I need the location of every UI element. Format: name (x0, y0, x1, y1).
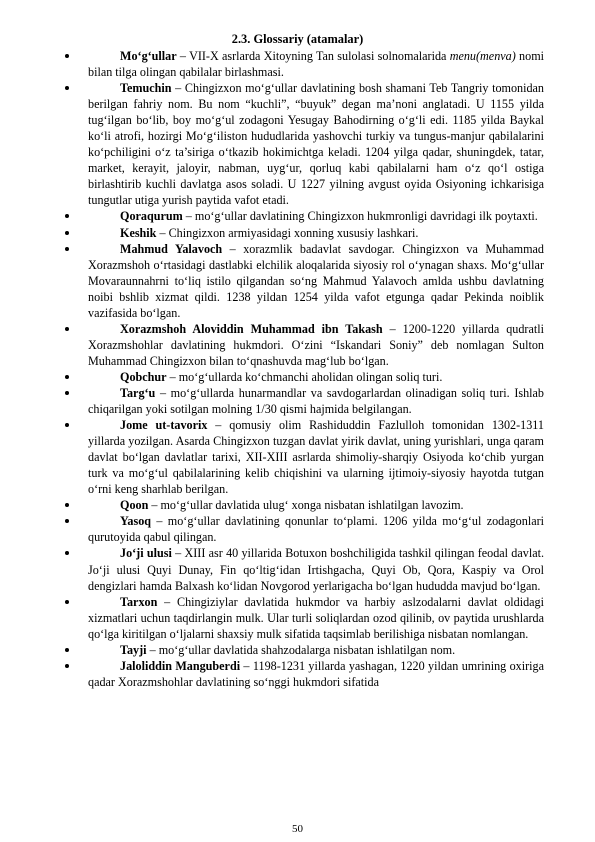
entry-definition: XIII asr 40 yillarida Botuxon boshchiligida tashkil qilingan feodal davlat. Jo‘ji ulusi Quyi Dunay, Fin qo‘ltig‘idan Irtishgacha, Quyi Ob, Qora, Kaspiy va Orol dengizlari hamda Balxash ko‘lidan Novgorod yerlarigacha bo‘lgan hududda mavjud bo‘lgan. (88, 546, 545, 593)
glossary-entry: Qoraqurum – mo‘g‘ullar davlatining Chingizxon hukmronligi davridagi ilk poytaxti. (88, 208, 544, 224)
glossary-list (88, 48, 544, 690)
entry-definition: mo‘g‘ullar davlatining Chingizxon hukmronligi davridagi ilk poytaxti. (194, 209, 538, 224)
entry-term: Jaloliddin Manguberdi (120, 658, 241, 673)
glossary-entry: Xorazmshoh Aloviddin Muhammad ibn Takash – 1200-1220 yillarda qudratli Xorazmshohlar davlatining hukmdori. O‘zini “Iskandari Soniy” deb nomlagan Sulton Muhammad Chingizxon bilan to‘qnashuvda mag‘lub bo‘lgan. (88, 321, 544, 368)
glossary-entry: Jo‘ji ulusi – XIII asr 40 yillarida Botuxon boshchiligida tashkil qilingan feodal davlat. Jo‘ji ulusi Quyi Dunay, Fin qo‘ltig‘idan Irtishgacha, Quyi Ob, Qora, Kaspiy va Orol dengizlari hamda Balxash ko‘lidan Novgorod yerlarigacha bo‘lgan hududda mavjud bo‘lgan. (88, 546, 545, 593)
entry-term: Xorazmshoh Aloviddin Muhammad ibn Takash (120, 321, 383, 336)
glossary-entry: Qobchur – mo‘g‘ullarda ko‘chmanchi aholidan olingan soliq turi. (88, 369, 544, 385)
entry-definition: mo‘g‘ullar davlatida ulug‘ xonga nisbatan ishlatilgan lavozim. (160, 498, 464, 513)
entry-term: Qoraqurum (120, 209, 183, 224)
entry-definition: Chingizxon armiyasidagi xonning xususiy lashkari. (168, 225, 419, 240)
entry-italic: menu(menva) (449, 49, 516, 63)
entry-definition: mo‘g‘ullar davlatida shahzodalarga nisbatan ishlatilgan nom. (158, 642, 456, 657)
entry-term: Temuchin (120, 81, 172, 96)
entry-term: Mahmud Yalavoch (120, 241, 223, 256)
entry-definition: xorazmlik badavlat savdogar. Chingizxon va Muhammad Xorazmshoh o‘rtasidagi dastlabki elchilik aloqalarida siyosiy rol o‘ynagan shaxs. Mo‘g‘ullar Movaraunnahrni to‘liq istilo qilgandan so‘ng Mahmud Yalavoch amlda ushbu davlatning noibi bshlib xizmat qildi. 1238 yildan 1254 yilda vafot etgunga qadar Pekinda noiblik vazifasida bo‘lgan. (88, 241, 544, 320)
glossary-entry: Keshik – Chingizxon armiyasidagi xonning xususiy lashkari. (88, 225, 544, 241)
glossary-entry: Jome ut-tavorix – qomusiy olim Rashiduddin Fazlulloh tomonidan 1302-1311 yillarda yozilgan. Asarda Chingizxon tuzgan davlat yirik davlat, uning yurishlari, unga qaram davlat bo‘lgan davlatlar tarixi, XII-XIII asrlarda shimoliy-sharqiy Osiyoda ko‘chib yurgan turk va mo‘g‘ul qabilalarining kelib chiqishini va ularning ijtimoiy-siyosiy hayotda tutgan o‘rni keng sharhlab berilgan. (88, 418, 544, 497)
entry-definition: mo‘g‘ullarda hunarmandlar va savdogarlardan olinadigan soliq turi. Ishlab chiqarilgan yoki sotilgan molning 1/30 qismi hajmida belgilangan. (88, 385, 544, 417)
entry-term: Jome ut-tavorix (120, 418, 208, 433)
entry-term: Tayji (120, 642, 147, 657)
glossary-entry: Tarxon – Chingiziylar davlatida hukmdor va harbiy aslzodalarni davlat oldidagi xizmatlari uchun taqdirlangin mulk. Ular turli soliqlardan ozod qilinib, ov paytida urushlarda qo‘lga kiritilgan o‘ljalarni shaxsiy mulk sifatida taqsimlab berilishiga nisbatan nomlangan. (88, 594, 544, 641)
section-title: 2.3. Glossariy (atamalar) (231, 32, 364, 46)
entry-term: Jo‘ji ulusi (120, 546, 172, 561)
entry-term: Mo‘g‘ullar (120, 49, 177, 63)
glossary-entry: Mahmud Yalavoch – xorazmlik badavlat savdogar. Chingizxon va Muhammad Xorazmshoh o‘rtasidagi dastlabki elchilik aloqalarida siyosiy rol o‘ynagan shaxs. Mo‘g‘ullar Movaraunnahrni to‘liq istilo qilgandan so‘ng Mahmud Yalavoch amlda ushbu davlatning noibi bshlib xizmat qildi. 1238 yildan 1254 yilda vafot etgunga qadar Pekinda noiblik vazifasida bo‘lgan. (88, 241, 544, 320)
glossary-entry: Targ‘u – mo‘g‘ullarda hunarmandlar va savdogarlardan olinadigan soliq turi. Ishlab chiqarilgan yoki sotilgan molning 1/30 qismi hajmida belgilangan. (88, 385, 544, 417)
entry-definition: mo‘g‘ullar davlatining qonunlar to‘plami. 1206 yilda mo‘g‘ul zodagonlari qurutoyida qabul qilingan. (88, 514, 544, 545)
entry-definition-cont: nomi bilan tilga olingan qabilalar birlashmasi. (88, 49, 545, 80)
entry-term: Qobchur (120, 369, 167, 384)
entry-definition: Chingiziylar davlatida hukmdor va harbiy aslzodalarni davlat oldidagi xizmatlari uchun taqdirlangin mulk. Ular turli soliqlardan ozod qilinib, ov paytida urushlarda qo‘lga kiritilgan o‘ljalarni shaxsiy mulk sifatida taqsimlab berilishiga nisbatan nomlangan. (88, 594, 544, 641)
entry-term: Qoon (120, 498, 149, 513)
entry-definition: mo‘g‘ullarda ko‘chmanchi aholidan olingan soliq turi. (178, 369, 443, 384)
entry-term: Yasoq (120, 514, 152, 529)
entry-definition: 1198-1231 yillarda yashagan, 1220 yildan umrining oxiriga qadar Xorazmshohlar davlatining so‘nggi hukmdori sifatida (88, 658, 544, 689)
glossary-entry: Mo‘g‘ullar – VII-X asrlarda Xitoyning Tan sulolasi solnomalarida menu(menva) nomi bilan tilga olingan qabilalar birlashmasi. (88, 49, 545, 80)
entry-term: Keshik (120, 225, 157, 240)
glossary-entry: Qoon – mo‘g‘ullar davlatida ulug‘ xonga nisbatan ishlatilgan lavozim. (88, 497, 544, 513)
entry-definition: qomusiy olim Rashiduddin Fazlulloh tomonidan 1302-1311 yillarda yozilgan. Asarda Chingizxon tuzgan davlat yirik davlat, uning yurishlari, unga qaram davlat bo‘lgan davlatlar tarixi, XII-XIII asrlarda shimoliy-sharqiy Osiyoda ko‘chib yurgan turk va mo‘g‘ul qabilalarining kelib chiqishini va ularning ijtimoiy-siyosiy hayotda tutgan o‘rni keng sharhlab berilgan. (88, 418, 544, 497)
glossary-entry: Temuchin – Chingizxon mo‘g‘ullar davlatining bosh shamani Teb Tangriy tomonidan berilgan fahriy nom. Bu nom “kuchli”, “buyuk” degan ma’noni anglatadi. U 1155 yilda tug‘ilgan bo‘lib, boy mo‘g‘ul zodagoni Yesugay Bahodirning o‘g‘li edi. 1185 yilda Baykal ko‘li atrofi, hozirgi Mo‘g‘iliston hududlarida yashovchi turkiy va tungus-manjur qabilalarini ko‘pchiligini o‘z ta’siriga o‘tkazib hokimichtga keladi. 1204 yilga qadar, shuningdek, tatar, market, kerayit, jaloyir, nabman, uyg‘ur, qorluq kabi qabilalarni ham o‘z qo‘l ostiga birlashtirib kuchli davlatga asos soladi. U 1227 yilning avgust oyida Osiyoning ichkarisiga tungutlar utiga yurish paytida vafot etadi. (88, 81, 544, 208)
entry-term: Targ‘u (120, 385, 156, 400)
entry-term: Tarxon (120, 594, 158, 609)
entry-definition: Chingizxon mo‘g‘ullar davlatining bosh shamani Teb Tangriy tomonidan berilgan fahriy nom. Bu nom “kuchli”, “buyuk” degan ma’noni anglatadi. U 1155 yilda tug‘ilgan bo‘lib, boy mo‘g‘ul zodagoni Yesugay Bahodirning o‘g‘li edi. 1185 yilda Baykal ko‘li atrofi, hozirgi Mo‘g‘iliston hududlarida yashovchi turkiy va tungus-manjur qabilalarini ko‘pchiligini o‘z ta’siriga o‘tkazib hokimichtga keladi. 1204 yilga qadar, shuningdek, tatar, market, kerayit, jaloyir, nabman, uyg‘ur, qorluq kabi qabilalarni ham o‘z qo‘l ostiga birlashtirib kuchli davlatga asos soladi. U 1227 yilning avgust oyida Osiyoning ichkarisiga tungutlar utiga yurish paytida vafot etadi. (88, 81, 544, 208)
glossary-entry: Jaloliddin Manguberdi – 1198-1231 yillarda yashagan, 1220 yildan umrining oxiriga qadar Xorazmshohlar davlatining so‘nggi hukmdori sifatida (88, 658, 544, 689)
page-number: 50 (292, 823, 303, 835)
glossary-entry: Yasoq – mo‘g‘ullar davlatining qonunlar to‘plami. 1206 yilda mo‘g‘ul zodagonlari qurutoyida qabul qilingan. (88, 514, 544, 545)
entry-definition: 1200-1220 yillarda qudratli Xorazmshohlar davlatining hukmdori. O‘zini “Iskandari Soniy” deb nomlagan Sulton Muhammad Chingizxon bilan to‘qnashuvda mag‘lub bo‘lgan. (88, 321, 544, 368)
glossary-entry: Tayji – mo‘g‘ullar davlatida shahzodalarga nisbatan ishlatilgan nom. (88, 642, 544, 658)
entry-definition: VII-X asrlarda Xitoyning Tan sulolasi solnomalarida (189, 49, 450, 63)
